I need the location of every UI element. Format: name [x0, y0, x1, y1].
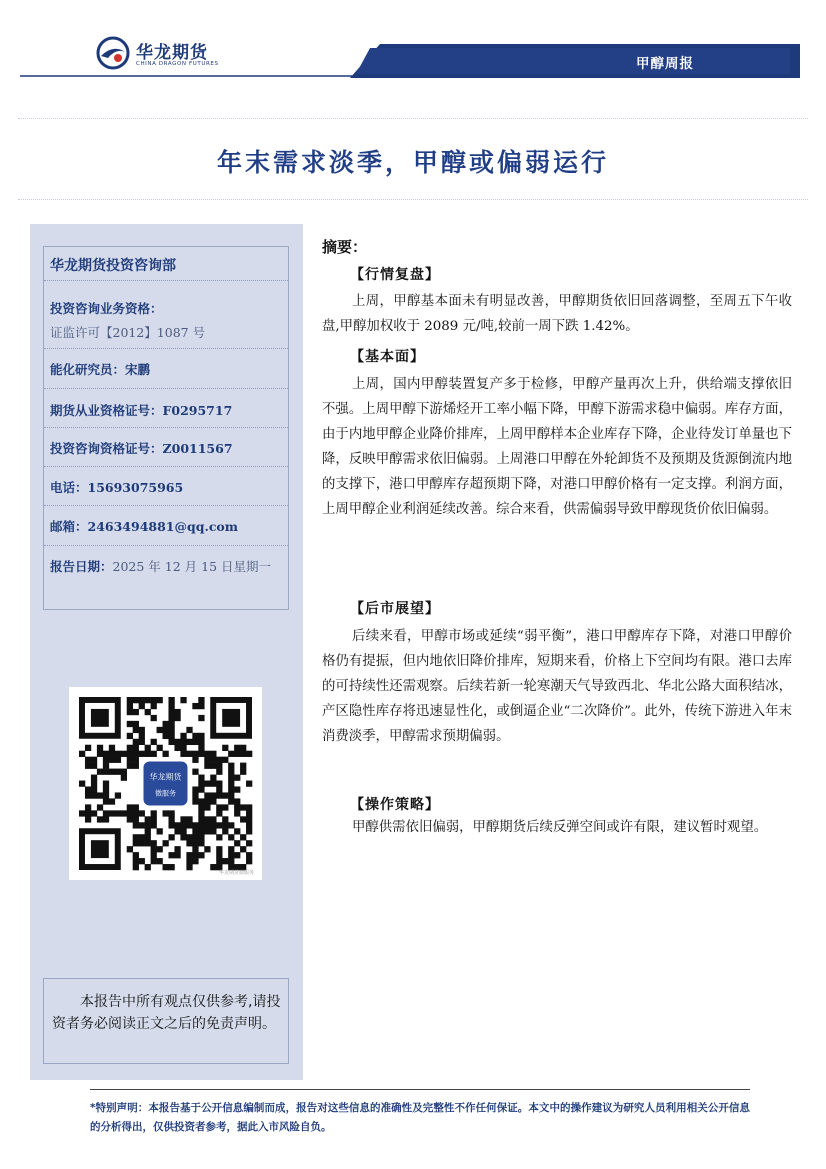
section-heading-strategy: 【操作策略】 [350, 797, 440, 813]
qr-badge-bottom: 微服务 [155, 789, 176, 798]
abstract-label: 摘要： [322, 238, 368, 256]
qr-caption: 华龙期货微服务 [218, 870, 254, 876]
divider [44, 466, 288, 467]
futures-cert: 期货从业资格证号：F0295717 [50, 403, 233, 418]
qualification-label: 投资咨询业务资格： [50, 301, 163, 316]
report-header [0, 0, 826, 100]
title-block [18, 118, 808, 200]
divider [44, 280, 288, 281]
section-heading-outlook: 【后市展望】 [350, 601, 440, 617]
sidebar [30, 224, 303, 1080]
report-title: 年末需求淡季，甲醇或偏弱运行 [216, 148, 609, 177]
divider [44, 388, 288, 389]
report-type-label: 甲醇周报 [636, 56, 694, 72]
advisory-cert: 投资咨询资格证号：Z0011567 [50, 441, 233, 456]
divider [44, 348, 288, 349]
logo-english-name: CHINA DRAGON FUTURES [136, 61, 219, 67]
qr-code-icon [69, 687, 262, 880]
qualification-value: 证监许可【2012】1087 号 [50, 325, 206, 340]
section-heading-market-review: 【行情复盘】 [350, 267, 440, 283]
section-text-market-review: 上周，甲醇基本面未有明显改善，甲醇期货依旧回落调整，至周五下午收盘,甲醇加权收于 2089 元/吨,较前一周下跌 1.42%。 [322, 294, 792, 334]
section-text-outlook: 后续来看，甲醇市场或延续“弱平衡”，港口甲醇库存下降，对港口甲醇价格仍有提振，但内地依旧降价排库，短期来看，价格上下空间均有限。港口去库的可持续性还需观察。后续若新一轮寒潮天气导致西北、华北公路大面积结冰，产区隐性库存将迅速显性化，或倒逼企业“二次降价”。此外，传统下游进入年末消费淡季，甲醇需求预期偏弱。 [322, 629, 792, 744]
notice-text: 本报告中所有观点仅供参考,请投资者务必阅读正文之后的免责声明。 [52, 994, 281, 1032]
section-text-fundamentals: 上周，国内甲醇装置复产多于检修，甲醇产量再次上升，供给端支撑依旧不强。上周甲醇下游烯烃开工率小幅下降，甲醇下游需求稳中偏弱。库存方面，由于内地甲醇企业降价排库，上周甲醇样本企业库存下降，企业待发订单量也下降，反映甲醇需求依旧偏弱。上周港口甲醇在外轮卸货不及预期及货源倒流内地的支撑下，港口甲醇库存超预期下降，对港口甲醇价格有一定支撑。利润方面，上周甲醇企业利润延续改善。综合来看，供需偏弱导致甲醇现货价依旧偏弱。 [322, 377, 792, 517]
logo-chinese-name: 华龙期货 [136, 43, 208, 63]
divider [44, 505, 288, 506]
footer-disclaimer: *特别声明：本报告基于公开信息编制而成，报告对这些信息的准确性及完整性不作任何保证。本文中的操作建议为研究人员利用相关公开信息的分析得出，仅供投资者参考，据此入市风险自负。 [90, 1102, 750, 1133]
analyst-name: 能化研究员：宋鹏 [50, 362, 151, 377]
qr-code [69, 687, 262, 880]
analyst-info-panel [43, 246, 289, 610]
disclaimer-notice [43, 978, 289, 1064]
divider [44, 545, 288, 546]
email: 邮箱：2463494881@qq.com [50, 519, 238, 534]
phone: 电话：15693075965 [50, 480, 184, 495]
section-text-strategy: 甲醇供需依旧偏弱，甲醇期货后续反弹空间或许有限，建议暂时观望。 [352, 820, 768, 835]
qr-badge-top: 华龙期货 [149, 772, 182, 782]
header-banner [0, 40, 826, 80]
report-date: 报告日期：2025 年 12 月 15 日星期一 [50, 559, 272, 574]
section-heading-fundamentals: 【基本面】 [350, 349, 425, 365]
department-name: 华龙期货投资咨询部 [50, 258, 176, 274]
footer-divider [90, 1089, 750, 1090]
divider [44, 427, 288, 428]
